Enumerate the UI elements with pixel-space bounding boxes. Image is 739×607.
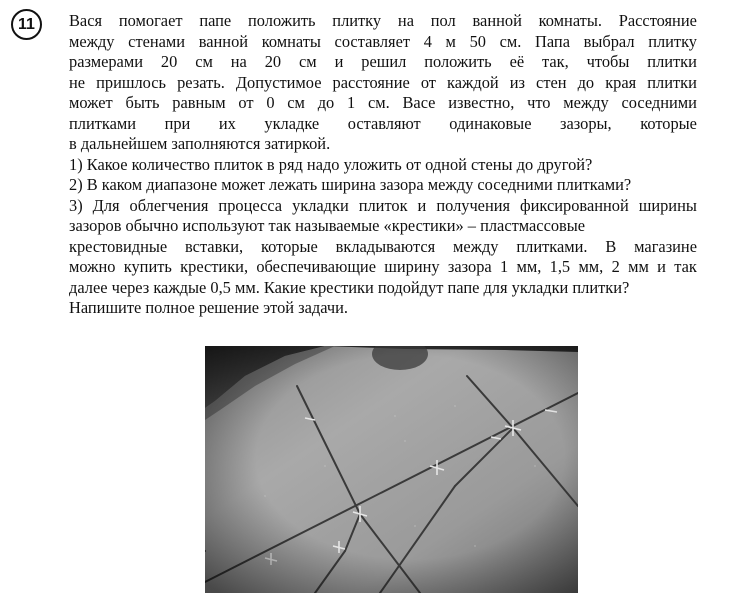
tile-floor-photo: [205, 346, 578, 593]
text-word: до: [577, 72, 595, 92]
text-word: вкладываются: [335, 236, 436, 256]
text-line: [69, 237, 697, 258]
text-line: 1) Какое количество плиток в ряд надо уложить от одной стены до другой?: [69, 154, 593, 174]
text-word: до: [317, 93, 335, 112]
problem-number: 11: [18, 15, 35, 33]
text-word: 2: [611, 257, 620, 276]
text-line: [69, 11, 697, 32]
text-word: можно: [69, 257, 116, 276]
text-word: Расстояние: [618, 11, 697, 30]
text-word: мм,: [516, 257, 542, 276]
text-word: плиток: [358, 195, 408, 215]
text-word: зазора: [447, 257, 492, 276]
text-word: Васе: [402, 93, 436, 112]
text-word: см: [287, 93, 305, 112]
text-word: м: [445, 31, 456, 51]
problem-statement: [69, 11, 697, 319]
text-word: укладки: [292, 195, 349, 215]
text-word: между: [563, 93, 609, 112]
text-line: [69, 196, 697, 217]
problem-number-badge: [11, 9, 42, 40]
text-word: мм,: [578, 257, 604, 276]
text-word: 1,5: [549, 257, 571, 276]
text-word: решил: [361, 52, 407, 71]
text-word: быть: [125, 93, 160, 112]
text-word: стенами: [128, 31, 186, 51]
text-word: 20: [264, 52, 282, 71]
text-word: ширины: [638, 195, 697, 215]
text-word: может: [69, 93, 113, 112]
text-word: резать.: [177, 72, 225, 92]
text-word: и: [334, 52, 344, 71]
text-word: мм: [628, 257, 649, 276]
text-word: что: [527, 93, 551, 112]
text-word: плитками.: [516, 236, 588, 256]
text-word: выбрал: [583, 31, 635, 51]
text-line: 2) В каком диапазоне может лежать ширина зазора между соседними плитками?: [69, 175, 632, 194]
text-word: 1: [347, 93, 356, 112]
text-word: вставки,: [185, 236, 244, 256]
text-word: ванной: [472, 11, 522, 30]
text-word: известно,: [448, 93, 515, 112]
text-word: оставляют: [347, 113, 421, 133]
text-word: так,: [542, 52, 569, 71]
text-word: крестовидные: [69, 236, 168, 256]
text-line: Напишите полное решение этой задачи.: [69, 298, 348, 317]
text-word: которые: [640, 113, 697, 133]
text-word: края: [605, 72, 637, 92]
text-word: 4: [423, 31, 432, 51]
text-word: зазоры,: [560, 113, 612, 133]
text-word: ширину: [384, 257, 440, 276]
text-word: расстояние: [332, 72, 410, 92]
text-word: см.: [367, 93, 390, 112]
text-word: плитки: [647, 72, 697, 92]
text-word: и: [417, 195, 427, 215]
text-word: укладке: [264, 113, 320, 133]
text-word: ванной: [198, 31, 249, 51]
text-line: [69, 52, 697, 73]
text-word: размерами: [69, 52, 143, 71]
text-word: процесса: [218, 195, 283, 215]
text-word: Для: [92, 195, 120, 215]
text-word: чтобы: [586, 52, 630, 71]
text-word: плитку: [648, 31, 697, 51]
text-word: и: [657, 257, 666, 276]
text-line: зазоров обычно используют так называемые «крестики» – пластмассовые: [69, 216, 586, 235]
text-word: папе: [199, 11, 232, 30]
text-word: положить: [248, 11, 316, 30]
text-line: далее через каждые 0,5 мм. Какие крестики подойдут папе для укладки плитки?: [69, 277, 630, 297]
text-word: 20: [160, 52, 178, 71]
text-word: на: [397, 11, 414, 30]
text-word: Допустимое: [235, 72, 322, 92]
text-word: каждой: [447, 72, 499, 92]
text-word: одинаковые: [449, 113, 532, 133]
text-word: плитки: [647, 52, 697, 71]
text-word: пол: [430, 11, 456, 30]
text-word: получения: [436, 195, 511, 215]
text-word: положить: [424, 52, 492, 71]
text-word: их: [218, 113, 236, 133]
text-line: [69, 257, 697, 278]
text-word: которые: [261, 236, 318, 256]
photo-vignette: [205, 346, 578, 593]
text-word: Папа: [535, 31, 570, 51]
text-word: из: [509, 72, 525, 92]
text-word: 3): [69, 195, 83, 215]
text-word: от: [238, 93, 254, 112]
text-line: [69, 32, 697, 53]
text-word: равным: [172, 93, 226, 112]
text-word: комнаты: [261, 31, 321, 51]
text-word: см: [299, 52, 317, 71]
text-word: пришлось: [96, 72, 167, 92]
text-word: крестики,: [180, 257, 249, 276]
text-word: её: [509, 52, 525, 71]
text-word: см: [195, 52, 213, 71]
text-word: 50: [469, 31, 486, 51]
text-word: помогает: [118, 11, 183, 30]
text-word: от: [420, 72, 436, 92]
text-word: В: [605, 236, 617, 256]
text-word: при: [164, 113, 191, 133]
text-word: соседними: [621, 93, 697, 112]
text-word: фиксированной: [520, 195, 629, 215]
text-line: [69, 73, 697, 94]
text-word: между: [453, 236, 499, 256]
text-word: между: [69, 31, 115, 51]
text-word: плитку: [332, 11, 382, 30]
text-word: плитками: [69, 113, 137, 133]
text-line: в дальнейшем заполняются затиркой.: [69, 134, 331, 153]
text-word: на: [230, 52, 247, 71]
text-word: обеспечивающие: [256, 257, 376, 276]
text-word: не: [69, 72, 86, 92]
text-word: так: [674, 257, 697, 276]
text-word: облегчения: [129, 195, 209, 215]
text-word: стен: [536, 72, 567, 92]
text-word: купить: [123, 257, 172, 276]
text-word: магазине: [634, 236, 697, 256]
text-word: составляет: [334, 31, 411, 51]
text-word: 1: [500, 257, 509, 276]
text-word: 0: [266, 93, 275, 112]
text-word: комнаты.: [538, 11, 602, 30]
text-word: Вася: [69, 11, 103, 30]
text-line: [69, 93, 697, 114]
text-word: см.: [499, 31, 522, 51]
text-line: [69, 114, 697, 135]
